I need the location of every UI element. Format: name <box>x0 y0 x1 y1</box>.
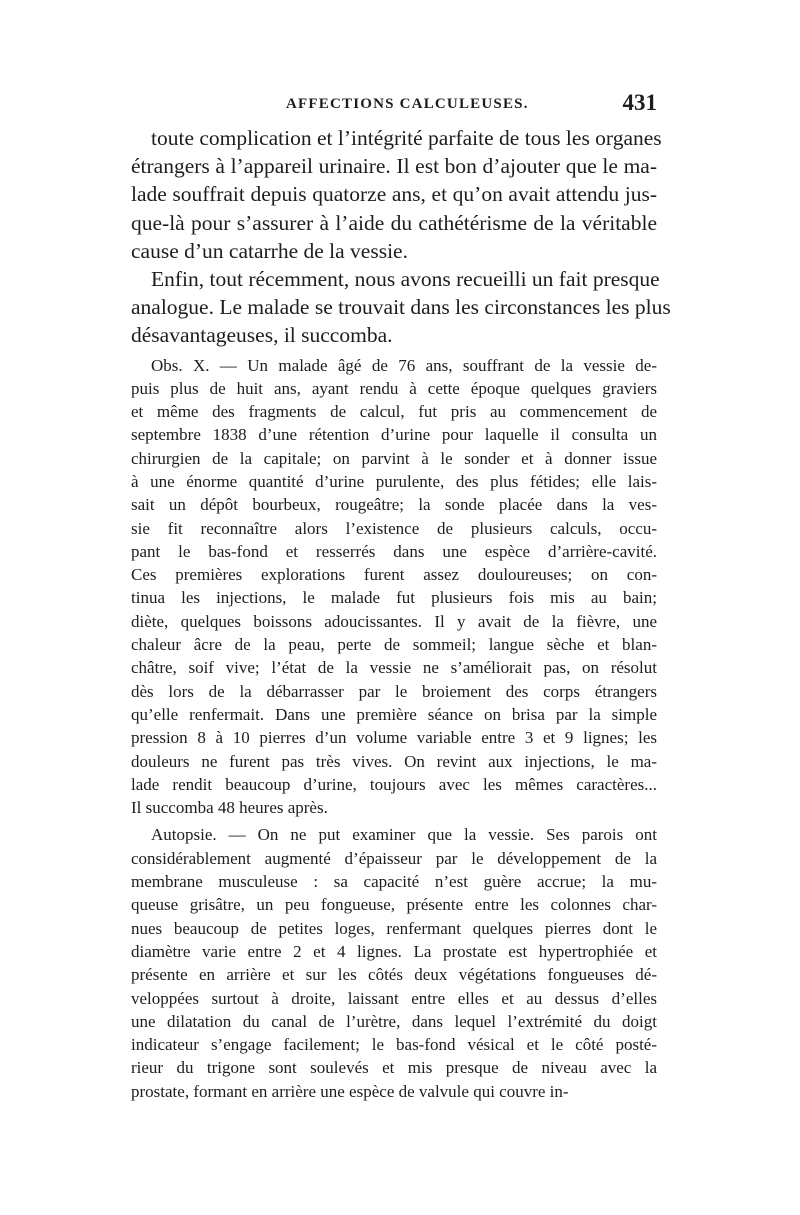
text-line: et même des fragments de calcul, fut pris au commencement de <box>131 402 657 422</box>
paragraph <box>131 823 657 1103</box>
text-line: désavantageuses, il succomba. <box>131 323 393 348</box>
text-line: que-là pour s’assurer à l’aide du cathétérisme de la véritable <box>131 210 657 235</box>
text-line: Il succomba 48 heures après. <box>131 798 328 818</box>
text-line: prostate, formant en arrière une espèce de valvule qui couvre in- <box>131 1081 569 1101</box>
text-line: douleurs ne furent pas très vives. On revint aux injections, le ma- <box>131 751 657 771</box>
paragraph <box>131 124 662 265</box>
text-line: qu’elle renfermait. Dans une première séance on brisa par la simple <box>131 704 657 724</box>
text-line: diamètre varie entre 2 et 4 lignes. La prostate est hypertrophiée et <box>131 941 657 961</box>
text-line: une dilatation du canal de l’urètre, dans lequel l’extrémité du doigt <box>131 1011 657 1031</box>
text-line: Obs. X. — Un malade âgé de 76 ans, souffrant de la vessie de- <box>151 355 657 375</box>
text-line: pression 8 à 10 pierres d’un volume variable entre 3 et 9 lignes; les <box>131 728 657 748</box>
text-line: lade rendit beaucoup d’urine, toujours avec les mêmes caractères... <box>131 774 657 794</box>
paragraph <box>131 354 657 820</box>
text-line: pant le bas-fond et resserrés dans une espèce d’arrière-cavité. <box>131 541 657 561</box>
text-line: Enfin, tout récemment, nous avons recueilli un fait presque <box>151 266 660 291</box>
text-line: veloppées surtout à droite, laissant entre elles et au dessus d’elles <box>131 988 657 1008</box>
text-line: tinua les injections, le malade fut plusieurs fois mis au bain; <box>131 588 657 608</box>
page-number: 431 <box>622 90 657 115</box>
text-line: indicateur s’engage facilement; le bas-fond vésical et le côté posté- <box>131 1035 657 1055</box>
text-line: cause d’un catarrhe de la vessie. <box>131 238 408 263</box>
text-line: chirurgien de la capitale; on parvint à le sonder et à donner issue <box>131 448 657 468</box>
text-line: queuse grisâtre, un peu fongueuse, présente entre les colonnes char- <box>131 895 657 915</box>
text-line: étrangers à l’appareil urinaire. Il est bon d’ajouter que le ma- <box>131 154 657 179</box>
text-line: chaleur âcre de la peau, perte de sommeil; langue sèche et blan- <box>131 635 657 655</box>
text-line: toute complication et l’intégrité parfaite de tous les organes <box>151 126 662 150</box>
text-line: lade souffrait depuis quatorze ans, et qu’on avait attendu jus- <box>131 182 657 207</box>
text-line: diète, quelques boissons adoucissantes. Il y avait de la fièvre, une <box>131 611 657 631</box>
text-line: considérablement augmenté d’épaisseur par le développement de la <box>131 848 657 868</box>
text-line: dès lors de la débarrasser par le broiement des corps étrangers <box>131 681 657 701</box>
text-line: Autopsie. — On ne put examiner que la vessie. Ses parois ont <box>151 825 657 845</box>
text-line: Ces premières explorations furent assez douloureuses; on con- <box>131 565 657 585</box>
text-line: puis plus de huit ans, ayant rendu à cette époque quelques graviers <box>131 378 657 398</box>
text-line: analogue. Le malade se trouvait dans les circonstances les plus <box>131 295 671 320</box>
paragraph <box>131 265 671 350</box>
text-line: rieur du trigone sont soulevés et mis presque de niveau avec la <box>131 1058 657 1078</box>
text-line: sait un dépôt bourbeux, rougeâtre; la sonde placée dans la ves- <box>131 495 657 515</box>
text-line: châtre, soif vive; l’état de la vessie ne s’améliorait pas, on résolut <box>131 658 657 678</box>
text-line: présente en arrière et sur les côtés deux végétations fongueuses dé- <box>131 965 657 985</box>
running-title: AFFECTIONS CALCULEUSES. <box>286 96 529 112</box>
text-line: membrane musculeuse : sa capacité n’est guère accrue; la mu- <box>131 872 657 892</box>
body-text <box>131 124 671 1103</box>
page-header <box>131 90 657 120</box>
text-line: sie fit reconnaître alors l’existence de plusieurs calculs, occu- <box>131 518 657 538</box>
text-line: septembre 1838 d’une rétention d’urine pour laquelle il consulta un <box>131 425 657 445</box>
text-line: nues beaucoup de petites loges, renfermant quelques pierres dont le <box>131 918 657 938</box>
text-line: à une énorme quantité d’urine purulente, des plus fétides; elle lais- <box>131 471 657 491</box>
